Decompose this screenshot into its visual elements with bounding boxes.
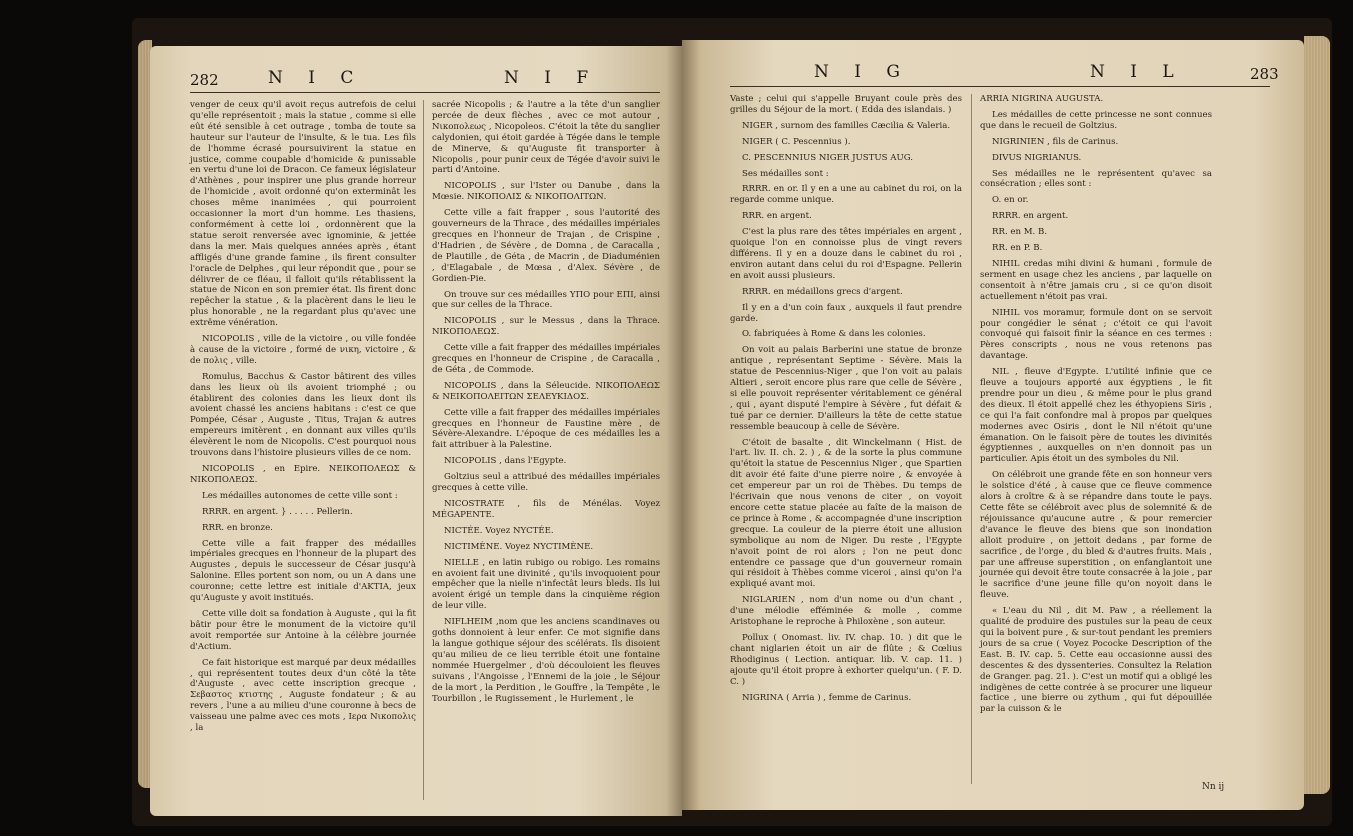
paragraph: Ses médailles ne le représentent qu'avec sa consécration ; elles sont :	[980, 168, 1212, 190]
paragraph: Romulus, Bacchus & Castor bâtirent des villes dans les lieux où ils avoient triomphé ; ou établirent des colonies dans les lieux dont ils avoient chassé les anciens habitans : c'est ce que Pompée, César , Auguste , Titus, Trajan & autres empereurs imitèrent , en donnant aux villes qu'ils élevèrent le nom de Nicopolis. C'est pourquoi nous trouvons dans l'histoire plusieurs villes de ce nom.	[190, 371, 416, 459]
paragraph: NICOPOLIS , sur le Messus , dans la Thrace. ΝΙΚΟΠΟΛΕΩΣ.	[432, 316, 660, 338]
paragraph: NICOSTRATE , fils de Ménélas. Voyez MÉGAPENTE.	[432, 499, 660, 520]
paragraph: Goltzius seul a attribué des médailles impériales grecques à cette ville.	[432, 472, 660, 494]
paragraph: Il y en a d'un coin faux , auxquels il faut prendre garde.	[730, 302, 962, 324]
paragraph: On célébroit une grande fête en son honneur vers le solstice d'été , à cause que ce fleuve commence alors à croître & à se répandre dans toute le pays. Cette fête se célébroit avec plus de solemnité & de réjouissance qu'aucune autre , & pour remercier d'avance le fleuve des biens que son inondation alloit produire , on jettoit dedans , par forme de sacrifice , de l'orge , du bled & d'autres fruits. Mais , par une affreuse superstition , on enfanglantoit une journée qui devoit être toute consacrée à la joie , par le sacrifice d'une jeune fille qu'on noyoit dans le fleuve.	[980, 470, 1212, 601]
paragraph: Cette ville a fait frapper des médailles impériales grecques en l'honneur de Crispine , de Caracalla , de Géta , de Commode.	[432, 343, 660, 375]
page-number: 283	[1250, 65, 1279, 83]
paragraph: NICTÉE. Voyez NYCTÉE.	[444, 525, 554, 536]
paragraph: Ses médailles sont :	[742, 168, 829, 179]
paragraph: O. fabriquées à Rome & dans les colonies.	[742, 329, 926, 340]
paragraph: Cette ville a fait frapper des médailles impériales grecques en l'honneur de Faustine mère , de Sévère-Alexandre. L'époque de ces médailles les a fait attribuer à la Palestine.	[432, 407, 660, 451]
paragraph: RR. en P. B.	[992, 243, 1043, 254]
paragraph: NIGRINA ( Arria ) , femme de Carinus.	[742, 692, 912, 703]
paragraph: Les médailles autonomes de cette ville sont :	[202, 490, 398, 501]
paragraph: Pollux ( Onomast. liv. IV. chap. 10. ) dit que le chant niglarien étoit un air de flûte ; & Cœlius Rhodiginus ( Lection. antiquar. lib. V. cap. 11. ) ajoute qu'il étoit propre à exhorter quelqu'un. ( F. D. C. )	[730, 632, 962, 687]
paragraph: NIGLARIEN , nom d'un nome ou d'un chant , d'une mélodie efféminée & molle , comme Aristophane le reproche à Philoxène , son auteur.	[730, 595, 962, 628]
paragraph: NICTIMÈNE. Voyez NYCTIMÈNE.	[444, 541, 594, 552]
paragraph: DIVUS NIGRIANUS.	[992, 152, 1082, 163]
paragraph: RRR. en argent.	[742, 211, 812, 222]
column-rule	[423, 100, 424, 800]
running-head-right: N I L	[1090, 62, 1184, 82]
paragraph: NIL , fleuve d'Egypte. L'utilité infinie que ce fleuve a toujours apporté aux égyptiens , le fit prendre pour un dieu , & même pour le plus grand des dieux. Il étoit appellé chez les éthyopiens Siris , ce qui l'a fait confondre mal à propos par quelques modernes avec Osiris , dont le Nil n'étoit qu'une émanation. On le faisoit père de toutes les divinités égyptiennes , auxquelles on n'en donnoit pas un particulier. Apis étoit un des symboles du Nil.	[980, 367, 1212, 465]
column-right	[980, 94, 1212, 720]
paragraph: « L'eau du Nil , dit M. Paw , a réellement la qualité de produire des pustules sur la peau de ceux qui la boivent pure , & sur-tout pendant les premiers jours de sa crue ( Voyez Pococke Description of the East. B. IV. cap. 5. Cette eau occasionne aussi des descentes & des dyssenteries. Consultez la Relation de Granger. pag. 21. ). C'est un motif qui a obligé les indigènes de cette contrée à se procurer une liqueur factice , une bierre ou zythum , qui fut dépouillée par la cuisson & le	[980, 606, 1212, 715]
paragraph: NICOPOLIS , dans la Séleucide. ΝΙΚΟΠΟΛΕΩΣ & ΝΕΙΚΟΠΟΛΕΙΤΩΝ ΣΕΛΕΥΚΙΔΟΣ.	[432, 380, 660, 402]
paragraph: Ce fait historique est marqué par deux médailles , qui représentent toutes deux d'un côté la tête d'Auguste , avec cette inscription grecque , Σεβαστος κτιστης , Auguste fondateur ; & au revers , l'une a au milieu d'une couronne à becs de vaisseau une palme avec ces mots , Ιερα Νικοπολις , la	[190, 657, 416, 734]
paragraph: RRRR. en médaillons grecs d'argent.	[742, 286, 903, 297]
paragraph: On voit au palais Barberini une statue de bronze antique , représentant Septime - Sévère. Mais la statue de Pescennius-Niger , que l'on voit au palais Altieri , seroit encore plus rare que celle de Sévère , si elle pouvoit représenter véritablement ce général , qui , ayant disputé l'empire à Sévère , fut défait & tué par ce dernier. D'ailleurs la tête de cette statue ressemble beaucoup à celle de Sévère.	[730, 345, 962, 432]
paragraph: sacrée Nicopolis ; & l'autre a la tête d'un sanglier percée de deux flèches , avec ce mot autour , Νικοπολεως , Nicopoleos. C'étoit la tête du sanglier calydonien, qui étoit gardée à Tégée dans le temple de Minerve, & qu'Auguste fit transporter à Nicopolis , pour punir ceux de Tégée d'avoir suivi le parti d'Antoine.	[432, 100, 660, 176]
page-number: 282	[190, 71, 219, 89]
paragraph: Cette ville a fait frapper des médailles impériales grecques en l'honneur de la plupart des Augustes , depuis le successeur de César jusqu'à Salonine. Elles portent son nom, ou un A dans une couronne; cette lettre est initiale d'ΑΚΤΙΑ, jeux qu'Auguste y avoit institués.	[190, 538, 416, 604]
paragraph: Cette ville a fait frapper , sous l'autorité des gouverneurs de la Thrace , des médailles impériales grecques en l'honneur de Trajan , de Crispine , d'Hadrien , de Sévère , de Domna , de Caracalla , de Plautille , de Géta , de Macrin , de Diaduménien , d'Elagabale , de Mœsa , d'Alex. Sévère , de Gordien-Pie.	[432, 208, 660, 284]
paragraph: NIELLE , en latin rubigo ou robigo. Les romains en avoient fait une divinité , qu'ils invoquoient pour empêcher que la nielle n'infectât leurs bleds. Ils lui avoient érigé un temple dans la cinquième région de leur ville.	[432, 557, 660, 612]
running-head-left: N I C	[268, 68, 364, 88]
paragraph: C'est la plus rare des têtes impériales en argent , quoique l'on en connoisse plus de vingt revers différens. Il y en a douze dans le cabinet du roi , environ autant dans celui du roi d'Espagne. Pellerin en avoit aussi plusieurs.	[730, 227, 962, 281]
header-rule	[730, 86, 1270, 87]
paragraph: RRRR. en argent. } . . . . . Pellerin.	[202, 506, 353, 517]
paragraph: NIHIL vos moramur, formule dont on se servoit pour congédier le sénat ; c'étoit ce qui l'avoit convoqué qui faisoit finir la séance en ces termes : Pères conscripts , nous ne vous retenons pas davantage.	[980, 307, 1212, 362]
paragraph: NIGER , surnom des familles Cæcilia & Valeria.	[742, 120, 951, 131]
paragraph: RR. en M. B.	[992, 227, 1048, 238]
paragraph: Les médailles de cette princesse ne sont connues que dans le recueil de Goltzius.	[980, 109, 1212, 131]
paragraph: C. PESCENNIUS NIGER JUSTUS AUG.	[742, 152, 913, 163]
paragraph: RRR. en bronze.	[202, 522, 273, 533]
paragraph: C'étoit de basalte , dit Winckelmann ( Hist. de l'art. liv. II. ch. 2. ) , & de la sorte la plus commune qu'étoit la statue de Pescennius Niger , que Spartien dit avoir été faite d'une pierre noire , & envoyée à cet empereur par un roi de Thèbes. Du temps de l'écrivain que nous venons de citer , on voyoit encore cette statue placée au faîte de la maison de ce prince à Rome , & accompagnée d'une inscription grecque. La couleur de la pierre étoit une allusion symbolique au nom de Niger. Du reste , l'Egypte n'avoit point de roi alors ; l'on ne peut donc entendre ce passage que d'un gouverneur romain qui résidoit à Thèbes comme viceroi , ainsi qu'on l'a expliqué avant moi.	[730, 437, 962, 590]
paragraph: venger de ceux qu'il avoit reçus autrefois de celui qu'elle représentoit ; mais la statue , comme si elle eût été sensible à cet outrage , tomba de toute sa hauteur sur l'auteur de l'insulte, & le tua. Les fils de l'homme écrasé poursuivirent la statue en justice, comme coupable d'homicide & punissable en vertu d'une loi de Dracon. Ce fameux législateur d'Athènes , pour inspirer une plus grande horreur de l'homicide , avoit ordonné qu'on exterminât les choses même inanimées , qui pourroient occasionner la mort d'un homme. Les thasiens, conformément à cette loi , ordonnèrent que la statue seroit renversée avec ignominie, & jettée dans la mer. Mais quelques années après , étant affligés d'une grande famine , ils firent consulter l'oracle de Delphes , qui leur répondit que , pour se délivrer de ce fléau, il falloit qu'ils rétablissent la statue de Nicon en son premier état. Ils firent donc repêcher la statue , & la placèrent dans le lieu le plus honorable , ne la regardant plus qu'avec une extrême vénération.	[190, 100, 416, 329]
column-left	[730, 94, 962, 708]
running-head-right: N I F	[504, 68, 599, 88]
column-right	[432, 100, 660, 709]
paragraph: O. en or.	[992, 195, 1029, 206]
paragraph: ARRIA NIGRINA AUGUSTA.	[980, 94, 1104, 104]
paragraph: On trouve sur ces médailles ΥΠΟ pour ΕΠΙ, ainsi que sur celles de la Thrace.	[432, 289, 660, 311]
paragraph: NIHIL credas mihi divini & humani , formule de serment en usage chez les anciens , par laquelle on consentoit à n'être jamais cru , si ce qu'on disoit actuellement n'étoit pas vrai.	[980, 258, 1212, 302]
paragraph: Cette ville doit sa fondation à Auguste , qui la fit bâtir pour être le monument de la victoire qu'il avoit remportée sur Antoine à la célèbre journée d'Actium.	[190, 608, 416, 652]
paragraph: NICOPOLIS , dans l'Egypte.	[444, 456, 567, 467]
paragraph: NIFLHEIM ,nom que les anciens scandinaves ou goths donnoient à leur enfer. Ce mot signifie dans la langue gothique séjour des scélérats. Ils disoient qu'au milieu de ce lieu terrible étoit une fontaine nommée Huergelmer , d'où découloient les fleuves suivans , l'Angoisse , l'Ennemi de la joie , le Séjour de la mort , la Perdition , le Gouffre , la Tempête , le Tourbillon , le Rugissement , le Hurlement , le	[432, 617, 660, 704]
left-page	[150, 46, 682, 816]
paragraph: NIGER ( C. Pescennius ).	[742, 136, 851, 147]
paragraph: NIGRINIEN , fils de Carinus.	[992, 136, 1119, 147]
running-head-left: N I G	[814, 62, 910, 82]
column-left	[190, 100, 416, 739]
catchword: Nn ij	[1202, 782, 1225, 792]
paragraph: NICOPOLIS , en Epire. ΝΕΙΚΟΠΟΛΕΩΣ & ΝΙΚΟΠΟΛΕΩΣ.	[190, 464, 416, 485]
paragraph: NICOPOLIS , sur l'Ister ou Danube , dans la Mœsie. ΝΙΚΟΠΟΛΙΣ & ΝΙΚΟΠΟΛΙΤΩΝ.	[432, 181, 660, 203]
paragraph: RRRR. en argent.	[992, 211, 1069, 222]
page-edges-right	[1304, 36, 1330, 794]
right-page	[682, 40, 1304, 810]
paragraph: RRRR. en or. Il y en a une au cabinet du roi, on la regarde comme unique.	[730, 184, 962, 206]
paragraph: NICOPOLIS , ville de la victoire , ou ville fondée à cause de la victoire , formé de νικη, victoire , & de πολις , ville.	[190, 334, 416, 366]
paragraph: Vaste ; celui qui s'appelle Bruyant coule près des grilles du Séjour de la mort. ( Edda des islandais. )	[730, 94, 962, 115]
column-rule	[971, 94, 972, 784]
header-rule	[190, 92, 660, 93]
